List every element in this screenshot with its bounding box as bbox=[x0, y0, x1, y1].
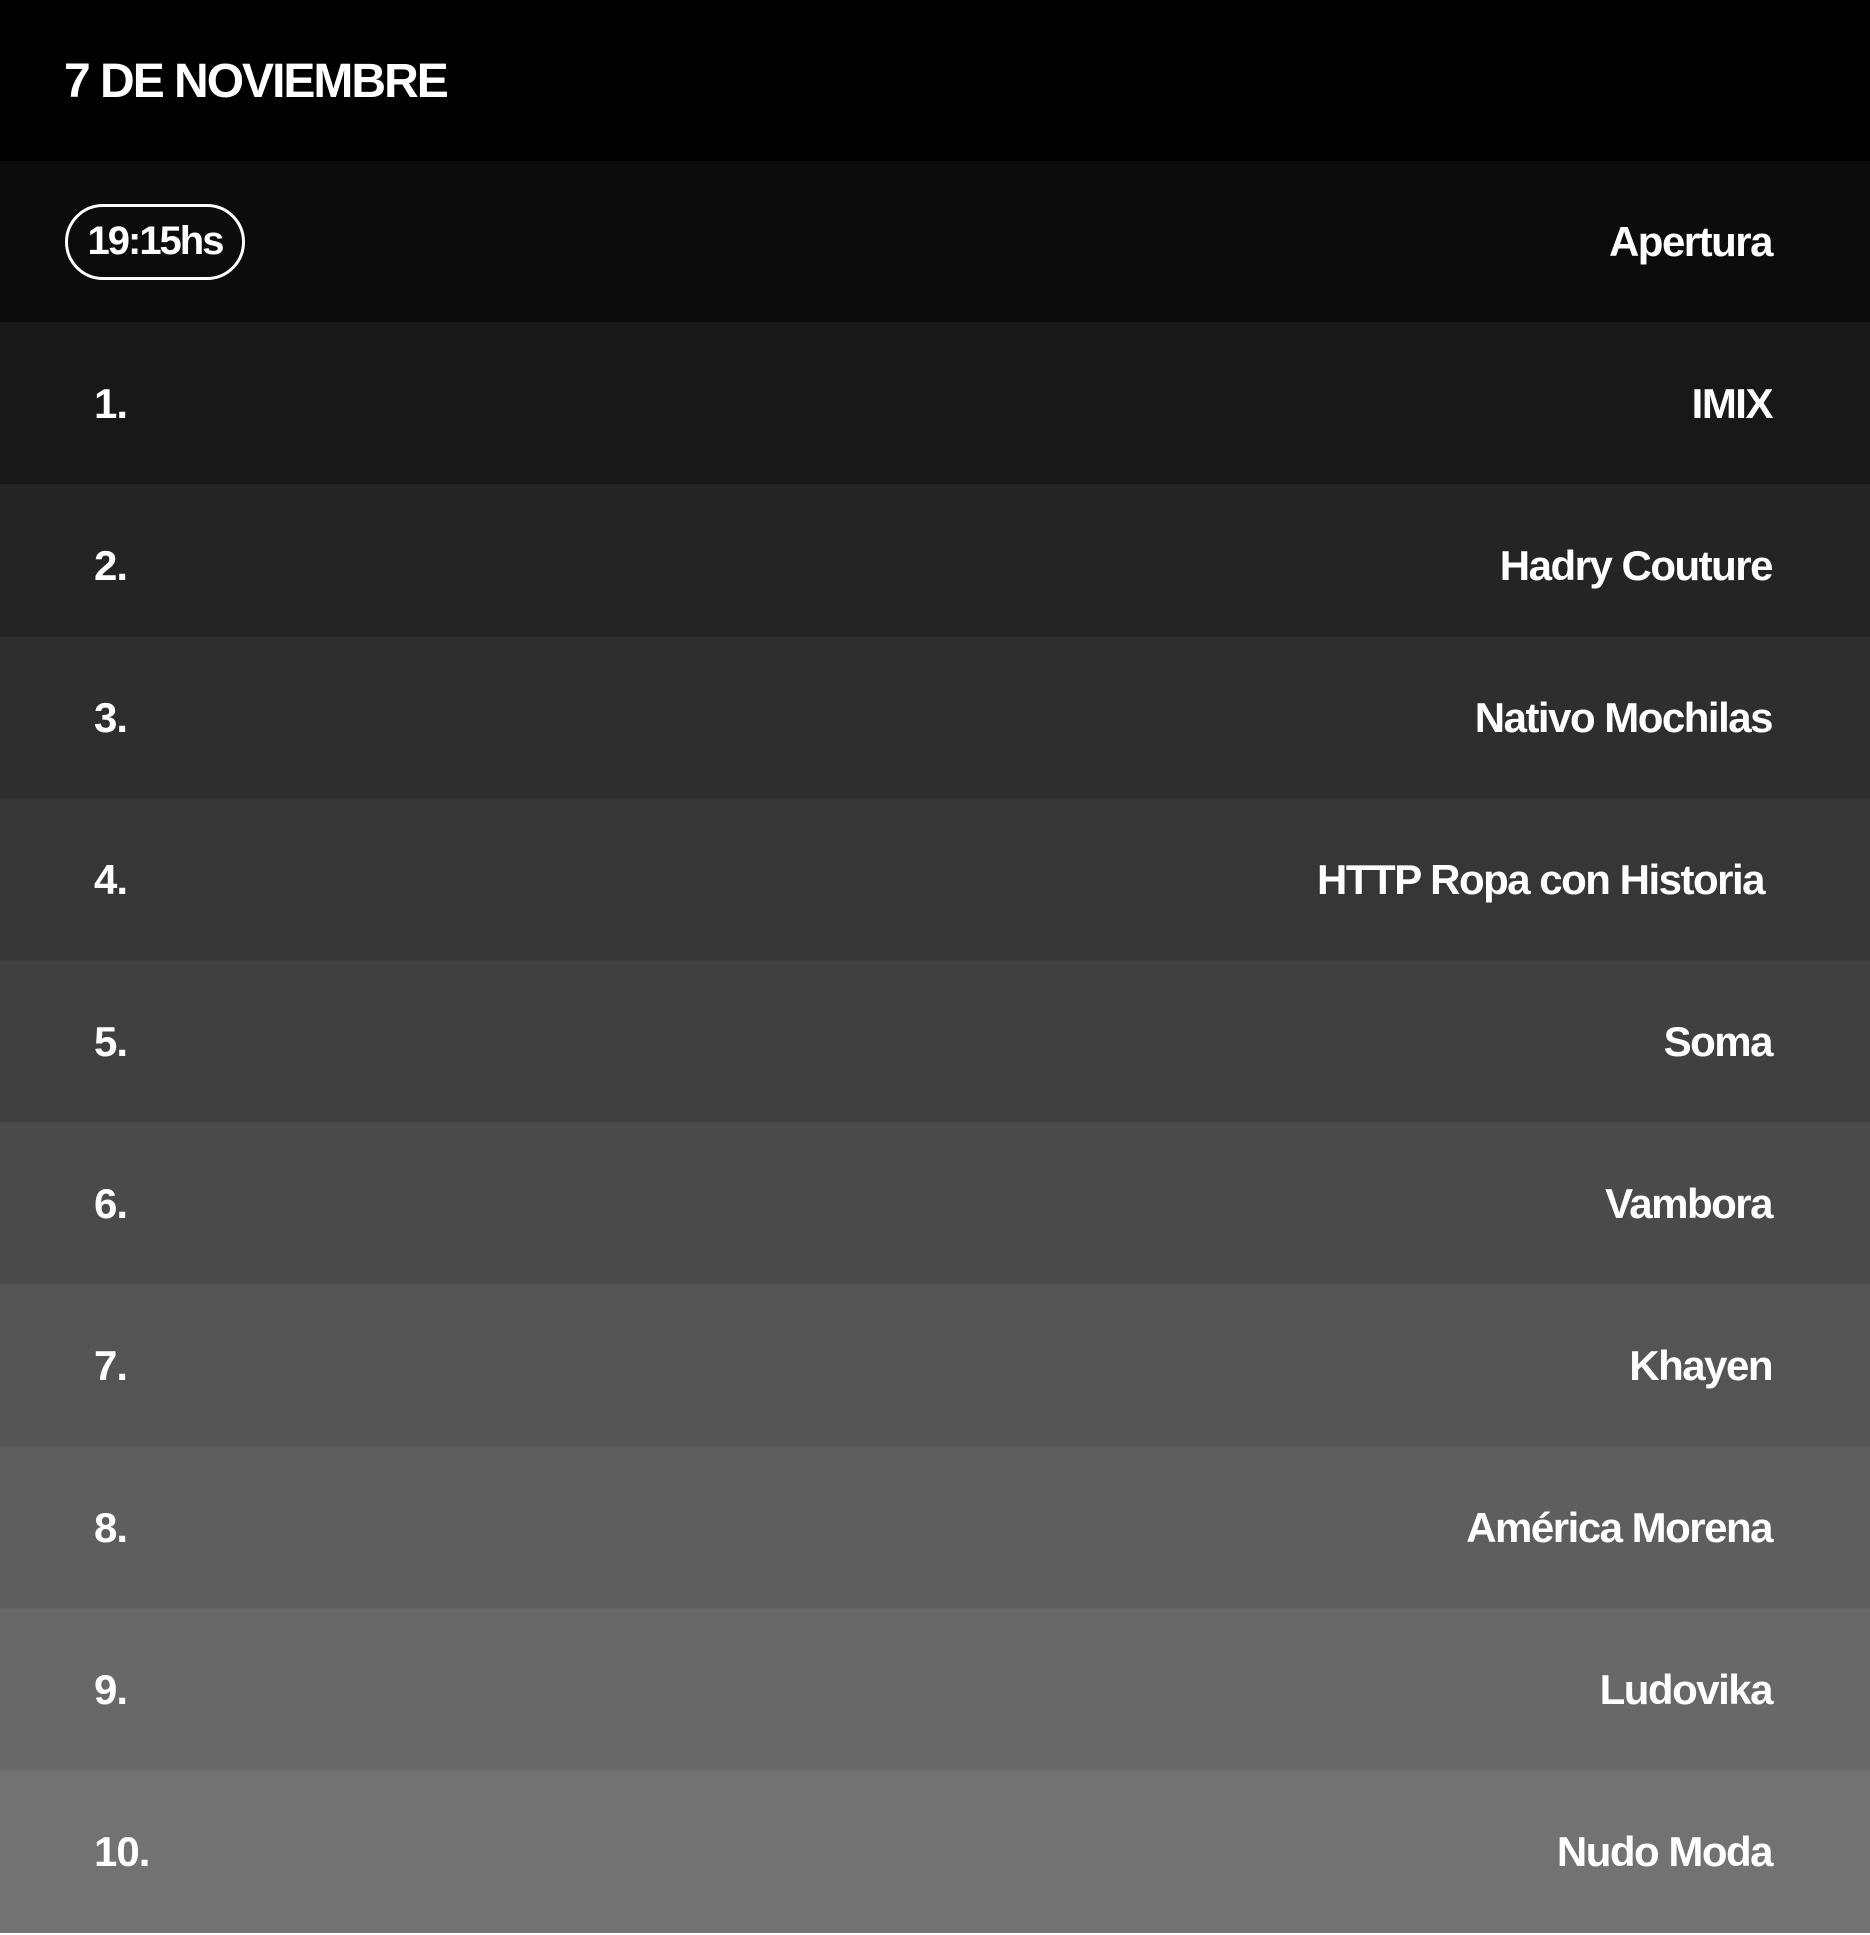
list-item bbox=[0, 323, 1870, 485]
list-item-number: 4. bbox=[94, 855, 128, 903]
list-item-name: Nudo Moda bbox=[1556, 1827, 1772, 1875]
date-header bbox=[0, 0, 1870, 161]
list-item-name: Ludovika bbox=[1599, 1665, 1772, 1713]
list-item-number: 8. bbox=[94, 1503, 128, 1551]
list-item bbox=[0, 637, 1870, 799]
list-item bbox=[0, 1123, 1870, 1285]
list-item-name: Nativo Mochilas bbox=[1474, 693, 1772, 741]
list-item-number: 2. bbox=[94, 541, 128, 589]
list-item-number: 3. bbox=[94, 693, 128, 741]
list-item bbox=[0, 961, 1870, 1123]
list-item-name: América Morena bbox=[1466, 1503, 1772, 1551]
list-item-name: Vambora bbox=[1605, 1179, 1772, 1227]
list-item bbox=[0, 1771, 1870, 1933]
list-item bbox=[0, 799, 1870, 961]
list-item-number: 7. bbox=[94, 1341, 128, 1389]
date-title: 7 DE NOVIEMBRE bbox=[64, 55, 447, 108]
opening-label: Apertura bbox=[1608, 217, 1772, 265]
list-item bbox=[0, 1285, 1870, 1447]
list-item-number: 6. bbox=[94, 1179, 128, 1227]
list-item-number: 9. bbox=[94, 1665, 128, 1713]
list-item bbox=[0, 1447, 1870, 1609]
list-item-name: Hadry Couture bbox=[1499, 541, 1772, 589]
list-item-name: HTTP Ropa con Historia bbox=[1317, 855, 1764, 903]
list-item-number: 5. bbox=[94, 1017, 128, 1065]
list-item-number: 10. bbox=[94, 1827, 150, 1875]
list-item-name: Soma bbox=[1663, 1017, 1772, 1065]
list-item bbox=[0, 485, 1870, 647]
time-badge: 19:15hs bbox=[65, 204, 245, 280]
list-item-number: 1. bbox=[94, 379, 128, 427]
list-item bbox=[0, 1609, 1870, 1771]
opening-row bbox=[0, 161, 1870, 323]
list-item-name: IMIX bbox=[1691, 379, 1772, 427]
list-item-name: Khayen bbox=[1629, 1341, 1772, 1389]
